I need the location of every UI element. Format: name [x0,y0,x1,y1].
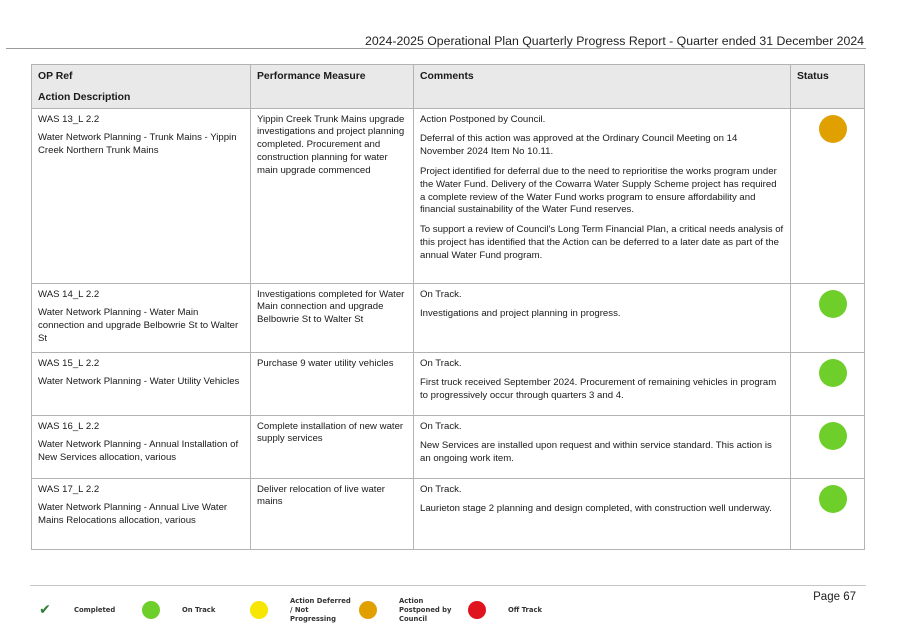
comment-paragraph: On Track. [420,357,462,369]
comment-paragraph: Project identified for deferral due to the need to reprioritise the works program under the Water Fund. Delivery of the Cowarra Water Supply Scheme project has required a complete review of the Water Fund works program to ensure affordability and financial sustainability of the Water Fund reserves. [420,165,777,216]
comment-paragraph: To support a review of Council's Long Term Financial Plan, a critical needs analysis of this project has identified that the Action can be deferred to a later date as part of the annual Water Fund program. [420,224,784,261]
status-dot-icon [819,115,847,143]
action-description: Water Network Planning - Trunk Mains - Yippin Creek Northern Trunk Mains [38,132,237,157]
table-header-row [32,65,865,109]
legend-item-off-track [468,592,542,628]
op-ref: WAS 17_L 2.2 [38,483,100,495]
performance-measure-cell: Deliver relocation of live water mains [251,478,414,549]
yellow-dot-icon [250,601,268,619]
comment-paragraph: On Track. [420,288,462,300]
op-ref-cell [32,352,251,415]
legend-item-postponed [359,592,455,628]
column-header-comments: Comments [414,65,791,109]
table-row [32,478,865,549]
column-header-op-ref [32,65,251,109]
amber-dot-icon [359,601,377,619]
legend-label: Action Postponed by Council [399,596,452,623]
status-cell [791,415,865,478]
op-ref: WAS 16_L 2.2 [38,420,100,432]
green-dot-icon [142,601,160,619]
comments-cell [414,478,791,549]
action-description: Water Network Planning - Annual Live Water Mains Relocations allocation, various [38,502,228,527]
op-ref: WAS 14_L 2.2 [38,288,100,300]
status-dot-icon [819,359,847,387]
table-row [32,352,865,415]
action-description: Water Network Planning - Water Main connection and upgrade Belbowrie St to Walter St [38,307,239,344]
red-dot-icon [468,601,486,619]
comments-cell [414,108,791,283]
status-legend [30,592,790,628]
op-ref-cell [32,108,251,283]
footer-divider [30,585,866,586]
status-dot-icon [819,422,847,450]
op-ref-heading: OP Ref [38,71,73,82]
op-ref-cell [32,478,251,549]
action-description: Water Network Planning - Water Utility Vehicles [38,376,240,388]
legend-label: Off Track [508,605,543,614]
comment-paragraph: On Track. [420,420,462,432]
legend-label: Completed [74,605,116,614]
legend-item-deferred [250,592,354,628]
comment-paragraph: Action Postponed by Council. [420,113,546,125]
status-dot-icon [819,485,847,513]
column-header-status: Status [791,65,865,109]
action-description: Water Network Planning - Annual Installation of New Services allocation, various [38,439,239,464]
page-number: Page 67 [813,591,856,603]
comment-paragraph: Deferral of this action was approved at the Ordinary Council Meeting on 14 November 2024 Item No 10.11. [420,133,738,158]
performance-measure-cell: Investigations completed for Water Main connection and upgrade Belbowrie St to Walter St [251,283,414,352]
comment-paragraph: On Track. [420,483,462,495]
comments-cell [414,415,791,478]
performance-measure-cell: Complete installation of new water supply services [251,415,414,478]
table-row [32,415,865,478]
page-header [6,34,866,49]
op-ref: WAS 15_L 2.2 [38,357,100,369]
action-description-heading: Action Description [38,91,131,103]
check-icon: ✔ [39,602,51,618]
op-ref-cell [32,415,251,478]
legend-label: Action Deferred / Not Progressing [290,596,351,623]
op-ref-cell [32,283,251,352]
table-row [32,108,865,283]
status-cell [791,352,865,415]
legend-item-completed [36,592,115,628]
table-row [32,283,865,352]
status-dot-icon [819,290,847,318]
comments-cell [414,352,791,415]
comment-paragraph: New Services are installed upon request and within service standard. This action is an ongoing work item. [420,440,772,465]
status-cell [791,108,865,283]
status-cell [791,478,865,549]
performance-measure-cell: Yippin Creek Trunk Mains upgrade investigations and project planning completed. Procurement and construction planning for water main upgrade commenced [251,108,414,283]
progress-table [31,64,865,550]
legend-label: On Track [182,605,216,614]
legend-item-on-track [142,592,215,628]
comment-paragraph: Investigations and project planning in progress. [420,308,621,320]
comment-paragraph: Laurieton stage 2 planning and design completed, with construction well underway. [420,503,772,515]
op-ref: WAS 13_L 2.2 [38,113,100,125]
comment-paragraph: First truck received September 2024. Procurement of remaining vehicles in program to progressively occur through quarters 3 and 4. [420,377,777,402]
status-cell [791,283,865,352]
column-header-performance-measure: Performance Measure [251,65,414,109]
comments-cell [414,283,791,352]
report-title: 2024-2025 Operational Plan Quarterly Progress Report - Quarter ended 31 December 2024 [365,34,864,48]
performance-measure-cell: Purchase 9 water utility vehicles [251,352,414,415]
